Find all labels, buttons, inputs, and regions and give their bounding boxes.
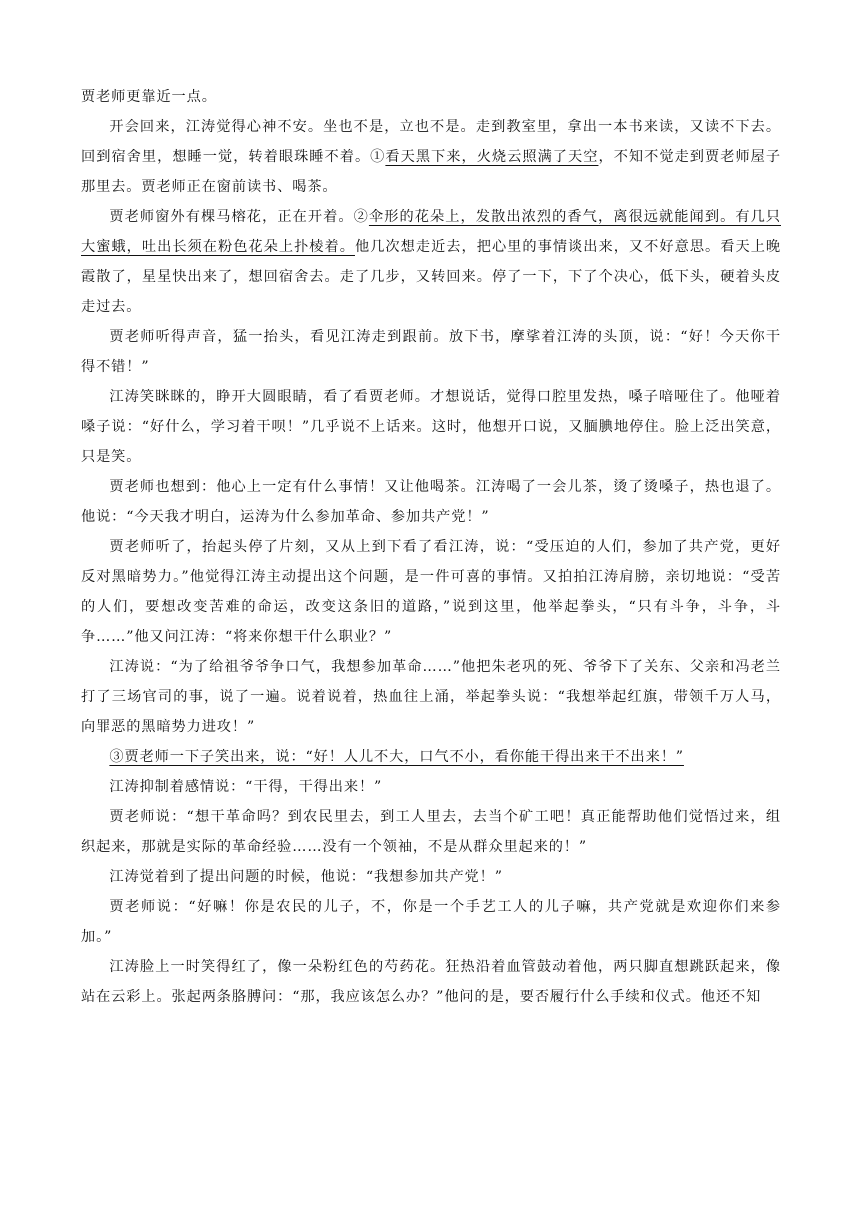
paragraph-text: 贾老师也想到：他心上一定有什么事情！又让他喝茶。江涛喝了一会儿茶，烫了烫嗓子，热也退了。他说：“今天我才明白，运涛为什么参加革命、参加共产党！” (81, 479, 781, 525)
paragraph-text: 江涛脸上一时笑得红了，像一朵粉红色的芍药花。狂热沿着血管鼓动着他，两只脚直想跳跃起来，像站在云彩上。张起两条胳膊问：“那，我应该怎么办？”他问的是，要否履行什么手续和仪式。他还不知 (81, 959, 781, 1005)
paragraph-text: 贾老师更靠近一点。 (81, 89, 217, 105)
paragraph-text: 江涛抑制着感情说：“干得，干得出来！” (109, 779, 383, 795)
paragraph-text: 江涛说：“为了给祖爷爷争口气，我想参加革命……”他把朱老巩的死、爷爷下了关东、父亲和冯老兰打了三场官司的事，说了一遍。说着说着，热血往上涌，举起拳头说：“我想举起红旗，带领千万人马，向罪恶的黑暗势力进攻！” (81, 659, 781, 735)
underlined-text: ③贾老师一下子笑出来，说：“好！人儿不大，口气不小，看你能干得出来干不出来！” (109, 749, 684, 765)
paragraph (81, 112, 781, 202)
paragraph (81, 202, 781, 322)
paragraph (81, 322, 781, 382)
paragraph (81, 802, 781, 862)
paragraph (81, 472, 781, 532)
paragraph-text: 江涛笑眯眯的，睁开大圆眼睛，看了看贾老师。才想说话，觉得口腔里发热，嗓子喑哑住了。他哑着嗓子说：“好什么，学习着干呗！”几乎说不上话来。这时，他想开口说，又腼腆地停住。脸上泛出笑意，只是笑。 (81, 389, 781, 465)
paragraph (81, 742, 781, 772)
paragraph (81, 652, 781, 742)
paragraph-text: 贾老师听得声音，猛一抬头，看见江涛走到跟前。放下书，摩挲着江涛的头顶，说：“好！今天你干得不错！” (81, 329, 781, 375)
paragraph-text: 贾老师说：“好嘛！你是农民的儿子，不，你是一个手艺工人的儿子嘛，共产党就是欢迎你们来参加。” (81, 899, 781, 945)
paragraph-text: ，不知不觉走到贾老师屋子那里去。贾老师正在窗前读书、喝茶。 (81, 149, 781, 195)
paragraph-text: 贾老师说：“想干革命吗？到农民里去，到工人里去，去当个矿工吧！真正能帮助他们觉悟过来，组织起来，那就是实际的革命经验……没有一个领袖，不是从群众里起来的！” (81, 809, 781, 855)
paragraph (81, 862, 781, 892)
underlined-text: 伞形的花朵上，发散出浓烈的香气，离很远就能闻到。有几只大蜜蛾，吐出长须在粉色花朵上扑棱着。 (81, 209, 781, 255)
paragraph (81, 892, 781, 952)
paragraph-text: 开会回来，江涛觉得心神不安。坐也不是，立也不是。走到教室里，拿出一本书来读，又读不下去。回到宿舍里，想睡一觉，转着眼珠睡不着。① (81, 119, 781, 165)
paragraph-text: 他几次想走近去，把心里的事情谈出来，又不好意思。看天上晚霞散了，星星快出来了，想回宿舍去。走了几步，又转回来。停了一下，下了个决心，低下头，硬着头皮走过去。 (81, 239, 782, 315)
paragraph (81, 82, 781, 112)
paragraph-text: 江涛觉着到了提出问题的时候，他说：“我想参加共产党！” (109, 869, 503, 885)
underlined-text: 看天黑下来，火烧云照满了天空 (385, 149, 599, 165)
paragraph (81, 382, 781, 472)
paragraph-text: 贾老师窗外有棵马榕花，正在开着。② (109, 209, 369, 225)
paragraph (81, 532, 781, 652)
article-text (81, 82, 781, 1012)
paragraph-text: 贾老师听了，抬起头停了片刻，又从上到下看了看江涛，说：“受压迫的人们，参加了共产党，更好反对黑暗势力。”他觉得江涛主动提出这个问题，是一件可喜的事情。又拍拍江涛肩膀，亲切地说：“受苦的人们，要想改变苦难的命运，改变这条旧的道路，”说到这里，他举起拳头，“只有斗争，斗争，斗争……”他又问江涛：“将来你想干什么职业？” (81, 539, 781, 645)
paragraph (81, 772, 781, 802)
paragraph (81, 952, 781, 1012)
